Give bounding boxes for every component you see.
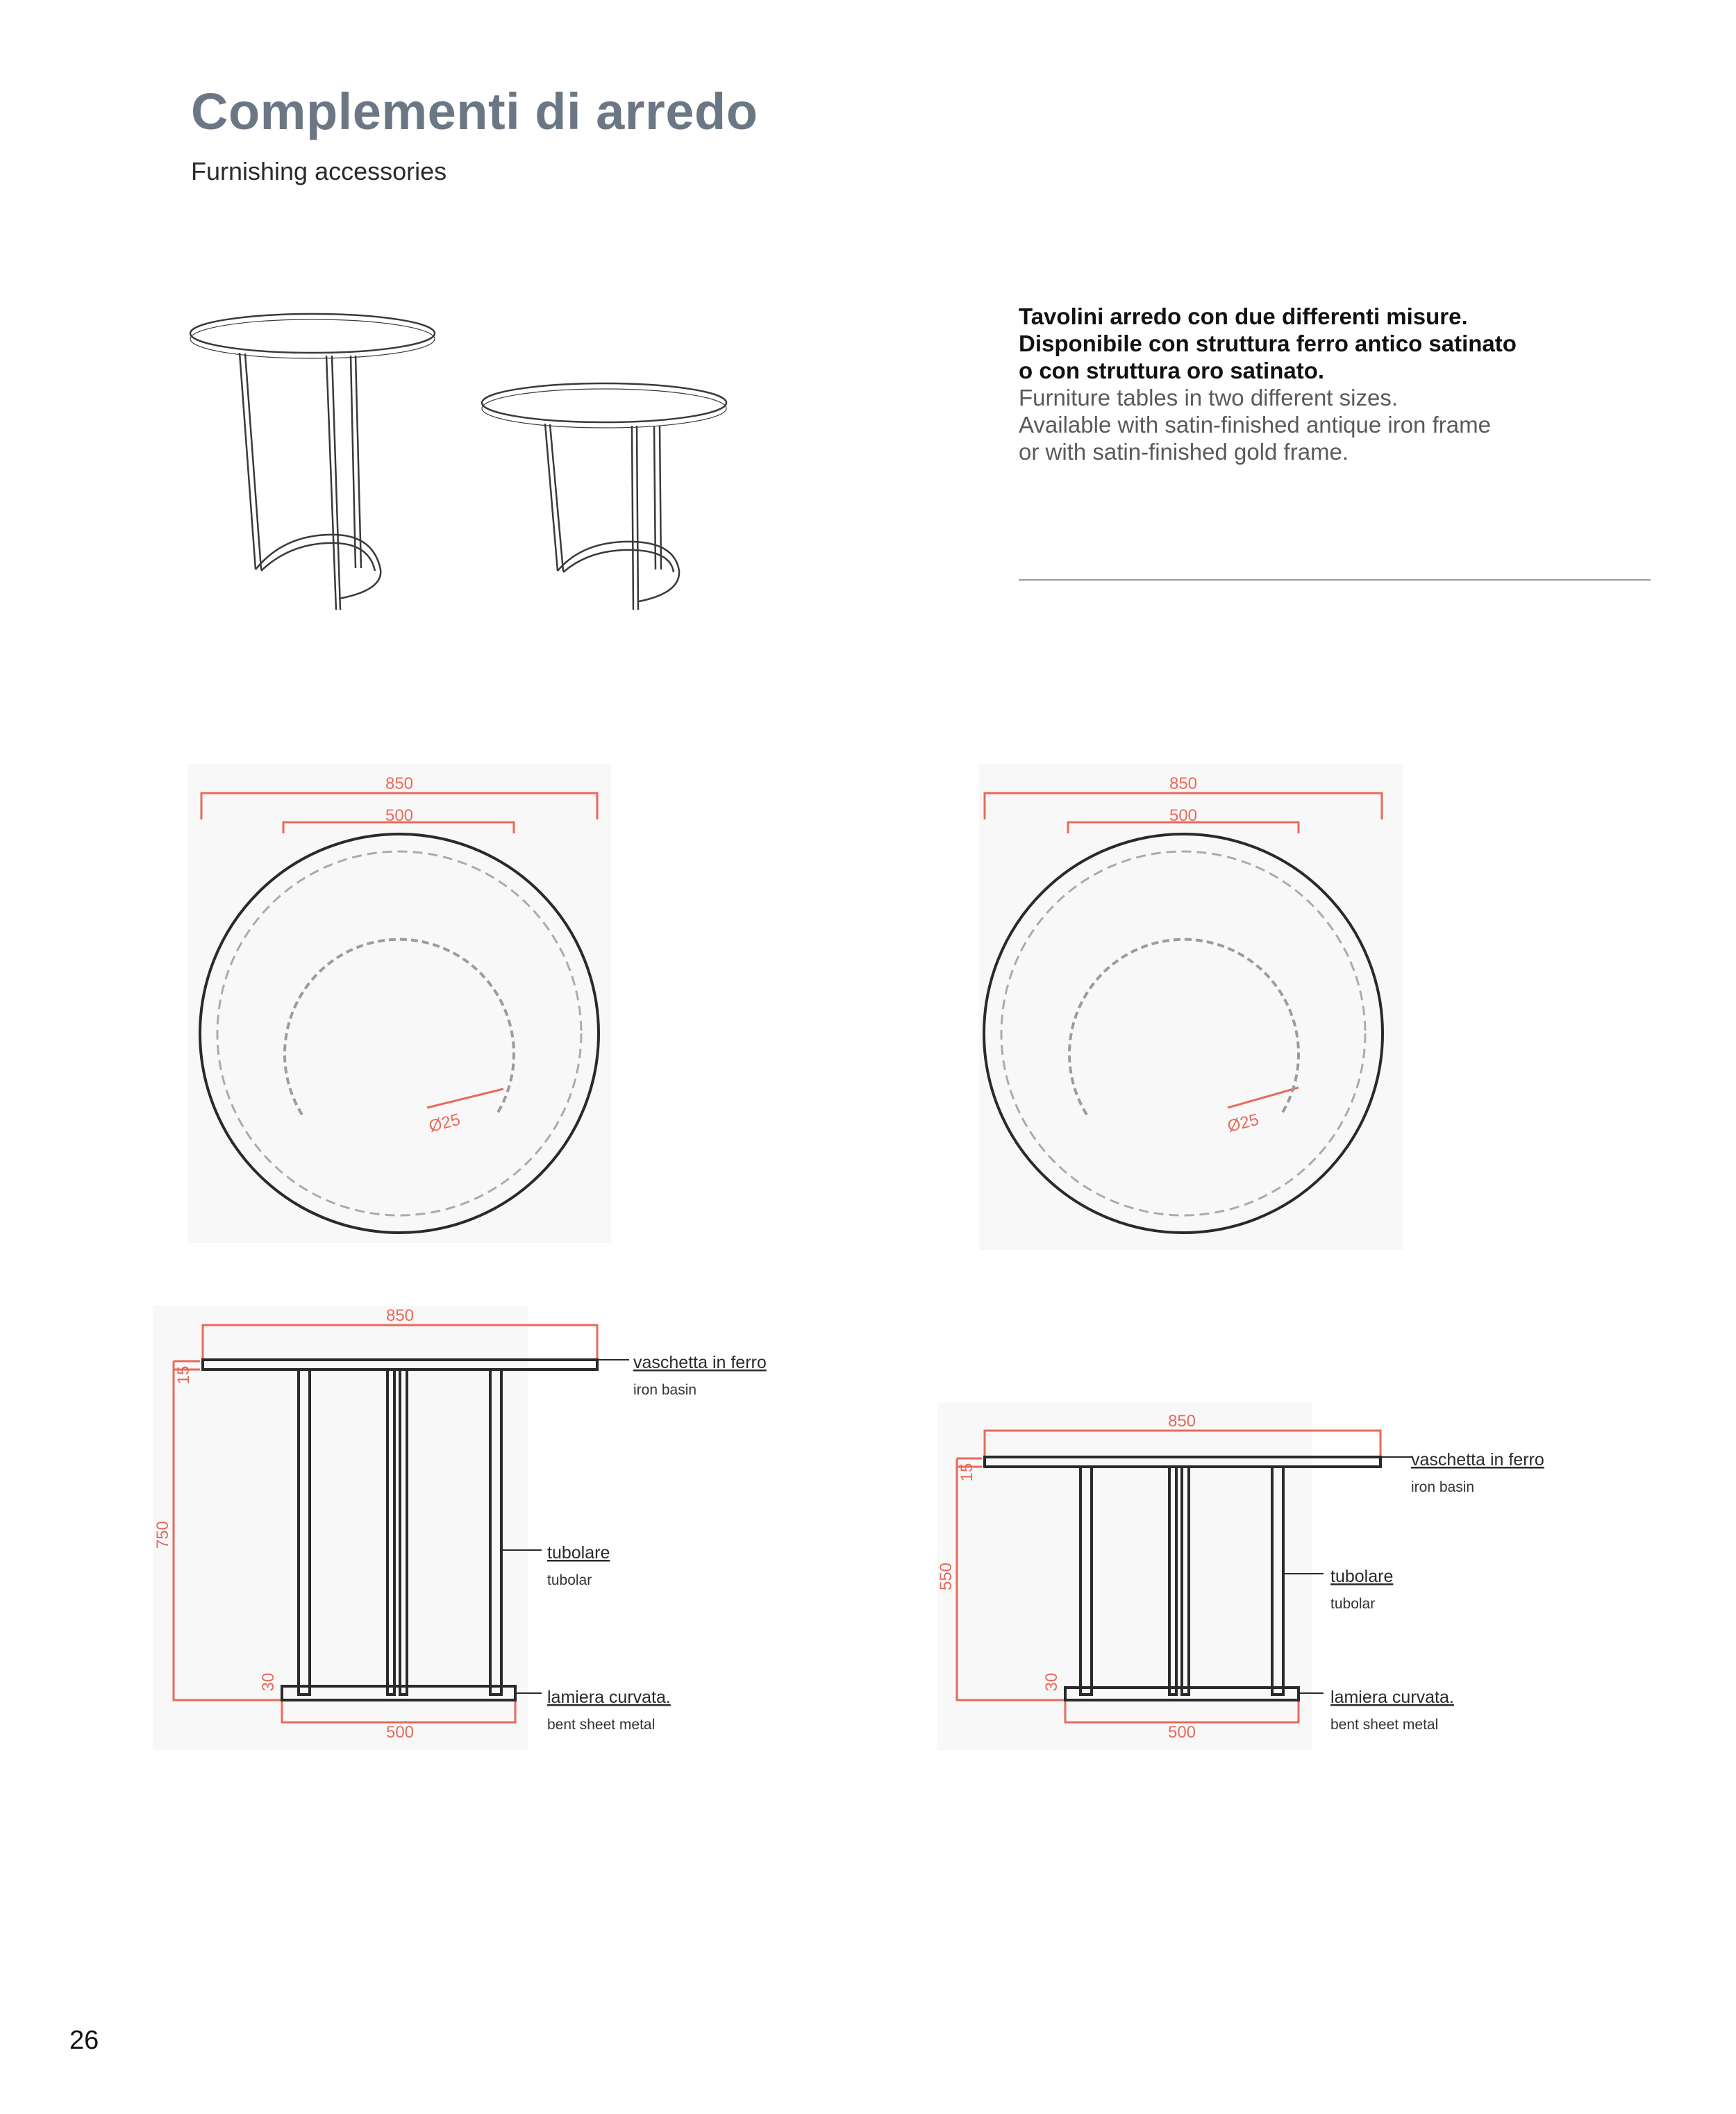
plan-view-right [979,764,1410,1250]
plan-view-left [187,764,618,1250]
elev-left-base-thickness: 30 [259,1672,278,1692]
elev-right-base-thickness: 30 [1042,1672,1061,1692]
elev-right-label-sheet-it: lamiera curvata. [1330,1688,1454,1707]
elev-left-label-tube-en: tubolar [547,1572,592,1588]
page-subtitle: Furnishing accessories [191,157,447,185]
description-en-line3: or with satin-finished gold frame. [1019,439,1349,465]
plan-right-inner-dim: 500 [1169,806,1198,825]
elev-right-label-basin-en: iron basin [1411,1479,1475,1495]
divider-line [1019,579,1651,581]
page-title: Complementi di arredo [191,83,758,140]
elev-right-top-dim: 850 [1167,1412,1196,1431]
elev-left-label-basin-it: vaschetta in ferro [633,1353,767,1372]
elev-right-label-tube-en: tubolar [1330,1596,1376,1612]
plan-right-tube-dim: Ø25 [1225,1110,1261,1136]
elev-left-top-dim: 850 [385,1306,415,1325]
plan-left-outer-dim: 850 [385,774,414,793]
elev-right-top-thickness: 15 [958,1463,976,1482]
tables-perspective-illustration [181,299,750,618]
elev-left-label-basin-en: iron basin [633,1382,697,1398]
page-number: 26 [69,2026,99,2055]
product-description [1019,303,1713,465]
elev-left-label-sheet-it: lamiera curvata. [547,1688,671,1707]
elev-left-height: 750 [153,1520,172,1549]
description-it-line3: o con struttura oro satinato. [1019,358,1325,383]
elev-right-label-sheet-en: bent sheet metal [1330,1717,1439,1733]
elev-right-height: 550 [937,1562,955,1591]
description-it-line2: Disponibile con struttura ferro antico satinato [1019,331,1517,356]
description-it-line1: Tavolini arredo con due differenti misure. [1019,303,1468,329]
elev-left-base-dim: 500 [385,1723,415,1742]
elev-left-label-sheet-en: bent sheet metal [547,1717,656,1733]
elev-right-base-dim: 500 [1167,1723,1196,1742]
description-en-line2: Available with satin-finished antique iron frame [1019,412,1491,438]
plan-left-inner-dim: 500 [385,806,414,825]
elev-right-label-tube-it: tubolare [1330,1567,1394,1586]
elevation-view-right [937,1403,1604,1750]
elevation-view-left [153,1306,819,1750]
elev-left-label-tube-it: tubolare [547,1543,610,1563]
description-en-line1: Furniture tables in two different sizes. [1019,385,1398,410]
elev-right-label-basin-it: vaschetta in ferro [1411,1450,1544,1470]
plan-left-tube-dim: Ø25 [426,1110,462,1136]
elev-left-top-thickness: 15 [174,1365,193,1385]
plan-right-outer-dim: 850 [1169,774,1198,793]
